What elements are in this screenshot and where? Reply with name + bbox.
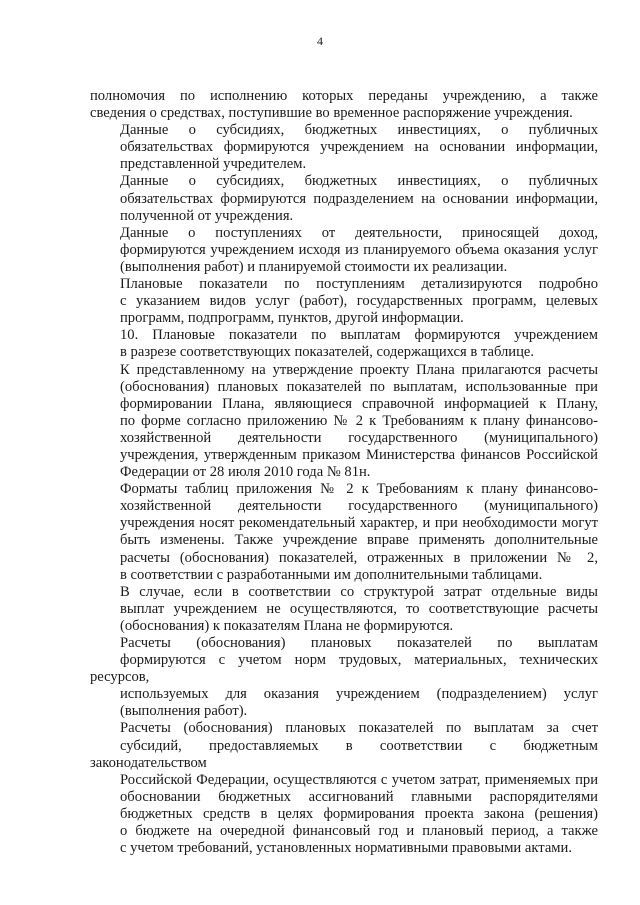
- text-line: (выполнения работ).: [120, 703, 248, 720]
- text-line: (выполнения работ) и планируемой стоимости их реализации.: [120, 258, 508, 275]
- document-body: [90, 88, 598, 857]
- text-line: расчеты (обоснования) показателей, отраженных в приложении № 2,: [120, 549, 598, 566]
- text-line: о бюджете на очередной финансовый год и плановый период, а также: [120, 823, 598, 840]
- text-line: с указанием видов услуг (работ), государственных программ, целевых: [120, 293, 598, 310]
- text-line: Данные о поступлениях от деятельности, приносящей доход,: [120, 224, 598, 241]
- text-line: обязательствах формируются учреждением на основании информации,: [120, 139, 598, 156]
- text-line: формировании Плана, являющиеся справочной информацией к Плану,: [120, 395, 598, 412]
- text-line: выплат учреждением не осуществляются, то соответствующие расчеты: [120, 600, 598, 617]
- text-line: в разрезе соответствующих показателей, содержащихся в таблице.: [120, 344, 535, 361]
- text-line: Расчеты (обоснования) плановых показателей по выплатам за счет: [120, 720, 598, 737]
- paragraph: [90, 173, 598, 224]
- text-line: учреждения, утвержденным приказом Министерства финансов Российской: [120, 446, 598, 463]
- paragraph: [90, 362, 598, 482]
- text-line: Данные о субсидиях, бюджетных инвестициях, о публичных: [120, 173, 598, 190]
- text-line: (обоснования) к показателям Плана не формируются.: [120, 617, 454, 634]
- text-line: формируются учреждением исходя из планируемого объема оказания услуг: [120, 241, 598, 258]
- text-line: хозяйственной деятельности государственного (муниципального): [120, 498, 598, 515]
- paragraph: [90, 88, 598, 122]
- text-line: обосновании бюджетных ассигнований главными распорядителями: [120, 788, 598, 805]
- text-line: 10. Плановые показатели по выплатам формируются учреждением: [120, 327, 598, 344]
- text-line: К представленному на утверждение проекту Плана прилагаются расчеты: [120, 361, 598, 378]
- text-line: в соответствии с разработанными им дополнительными таблицами.: [120, 566, 543, 583]
- text-line: Российской Федерации, осуществляются с учетом затрат, применяемых при: [120, 771, 598, 788]
- text-line: субсидий, предоставляемых в соответствии с бюджетным законодательством: [90, 737, 598, 771]
- paragraph: [90, 635, 598, 720]
- text-line: используемых для оказания учреждением (подразделением) услуг: [120, 686, 598, 703]
- paragraph: [90, 276, 598, 327]
- text-line: программ, подпрограмм, пунктов, другой информации.: [120, 310, 464, 327]
- text-line: быть изменены. Также учреждение вправе применять дополнительные: [120, 532, 598, 549]
- text-line: формируются с учетом норм трудовых, материальных, технических ресурсов,: [90, 652, 598, 686]
- text-line: Федерации от 28 июля 2010 года № 81н.: [120, 464, 371, 481]
- text-line: обязательствах формируются подразделением на основании информации,: [120, 190, 598, 207]
- text-line: Данные о субсидиях, бюджетных инвестициях, о публичных: [120, 122, 598, 139]
- text-line: (обоснования) плановых показателей по выплатам, использованные при: [120, 378, 598, 395]
- paragraph: [90, 720, 598, 857]
- text-line: сведения о средствах, поступившие во временное распоряжение учреждения.: [90, 105, 573, 122]
- text-line: Форматы таблиц приложения № 2 к Требованиям к плану финансово-: [120, 481, 598, 498]
- text-line: бюджетных средств в целях формирования проекта закона (решения): [120, 805, 598, 822]
- text-line: хозяйственной деятельности государственного (муниципального): [120, 429, 598, 446]
- text-line: полученной от учреждения.: [120, 207, 294, 224]
- page-number: 4: [317, 34, 323, 48]
- paragraph: [90, 584, 598, 635]
- text-line: Плановые показатели по поступлениям детализируются подробно: [120, 276, 598, 293]
- text-line: Расчеты (обоснования) плановых показателей по выплатам: [120, 635, 598, 651]
- paragraph: [90, 225, 598, 276]
- paragraph: [90, 122, 598, 173]
- text-line: с учетом требований, установленных нормативными правовыми актами.: [120, 840, 572, 857]
- text-line: представленной учредителем.: [120, 156, 307, 173]
- text-line: учреждения носят рекомендательный характер, и при необходимости могут: [120, 515, 598, 532]
- text-line: полномочия по исполнению которых переданы учреждению, а также: [90, 88, 598, 104]
- text-line: В случае, если в соответствии со структурой затрат отдельные виды: [120, 583, 598, 600]
- paragraph: [90, 327, 598, 361]
- paragraph: [90, 481, 598, 584]
- text-line: по форме согласно приложению № 2 к Требованиям к плану финансово-: [120, 412, 598, 429]
